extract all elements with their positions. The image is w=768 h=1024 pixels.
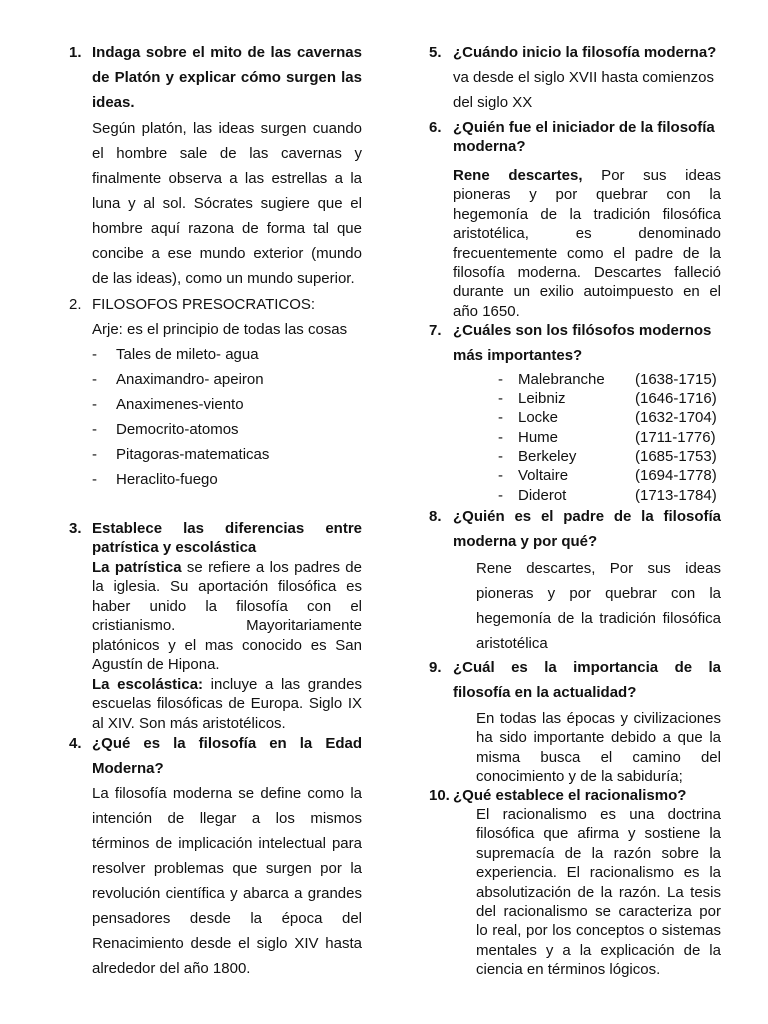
q6-number: 6. xyxy=(429,119,442,136)
q2-intro: Arje: es el principio de todas las cosas xyxy=(92,321,348,338)
patristica-term: La patrística xyxy=(92,559,182,576)
patristica-text: se refiere a los padres de la iglesia. Su aportación filosófica es haber unido la filosofía con el cristianismo. Mayoritariamente platónicos y el mas conocido es San Agustín de Hipona. xyxy=(92,559,362,674)
escolastica-term: La escolástica: xyxy=(92,676,204,693)
presocratic-item-text: Anaximenes-viento xyxy=(116,396,244,413)
q5-title: ¿Cuándo inicio la filosofía moderna? xyxy=(453,44,717,61)
dash-bullet: - xyxy=(498,487,503,504)
q1-answer: Según platón, las ideas surgen cuando el hombre sale de las cavernas y finalmente observa a las estrellas a la luna y al sol. Sócrates sugiere que el hombre aquí razona de forma tal que concibe a ese mundo exterior (mundo de las ideas), como un mundo superior. xyxy=(92,120,362,287)
dash-bullet: - xyxy=(92,471,97,488)
philosopher-name: Hume xyxy=(518,429,559,446)
philosopher-years: (1632-1704) xyxy=(635,409,717,426)
q7-number: 7. xyxy=(429,322,442,339)
dash-bullet: - xyxy=(92,446,97,463)
q5-number: 5. xyxy=(429,44,442,61)
q1-title: Indaga sobre el mito de las cavernas de Platón y explicar cómo surgen las ideas. xyxy=(92,44,362,111)
q9-number: 9. xyxy=(429,659,442,676)
q6-answer xyxy=(453,166,721,321)
philosopher-years: (1713-1784) xyxy=(635,487,717,504)
q6-answer-text: Por sus ideas pioneras y por quebrar con la hegemonía de la tradición filosófica aristotélica, es denominado frecuentemente como el padre de la filosofía moderna. Descartes falleció durante un exilio autoimpuesto en el año 1650. xyxy=(453,167,721,320)
q8-title: ¿Quién es el padre de la filosofía moderna y por qué? xyxy=(453,508,721,550)
q3-patristica xyxy=(92,558,362,674)
q4-answer: La filosofía moderna se define como la intención de llegar a los mismos términos de implicación intelectual para resolver problemas que surgen por la revolución científica y abarca a grandes pensadores desde la época del Renacimiento desde el siglo XIV hasta alrededor del año 1800. xyxy=(92,785,362,977)
q10-number: 10. xyxy=(429,787,450,804)
philosopher-years: (1694-1778) xyxy=(635,467,717,484)
dash-bullet: - xyxy=(498,448,503,465)
philosopher-name: Malebranche xyxy=(518,371,605,388)
q4-number: 4. xyxy=(69,735,82,752)
presocratic-item-text: Tales de mileto- agua xyxy=(116,346,259,363)
philosopher-name: Diderot xyxy=(518,487,567,504)
dash-bullet: - xyxy=(498,390,503,407)
dash-bullet: - xyxy=(92,421,97,438)
dash-bullet: - xyxy=(498,429,503,446)
q1-number: 1. xyxy=(69,44,82,61)
q9-title: ¿Cuál es la importancia de la filosofía en la actualidad? xyxy=(453,659,721,701)
presocratic-item-text: Anaximandro- apeiron xyxy=(116,371,264,388)
q10-title: ¿Qué establece el racionalismo? xyxy=(453,787,687,804)
philosopher-name: Locke xyxy=(518,409,559,426)
philosopher-years: (1711-1776) xyxy=(635,429,716,446)
dash-bullet: - xyxy=(498,409,503,426)
philosopher-years: (1646-1716) xyxy=(635,390,717,407)
escolastica-text: incluye a las grandes escuelas filosóficas de Europa. Siglo IX al XIV. Son más aristotélicos. xyxy=(92,676,362,732)
descartes-name: Rene descartes, xyxy=(453,167,583,184)
philosopher-name: Berkeley xyxy=(518,448,577,465)
q3-number: 3. xyxy=(69,520,82,537)
dash-bullet: - xyxy=(498,467,503,484)
q10-answer: El racionalismo es una doctrina filosófica que afirma y sostiene la supremacía de la razón sobre la experiencia. El racionalismo es la absolutización de la razón. La tesis del racionalismo se caracteriza por lo real, por los conceptos o sistemas mentales y a la explicación de la ciencia en términos lógicos. xyxy=(476,806,721,979)
q2-title: FILOSOFOS PRESOCRATICOS: xyxy=(92,296,316,313)
q3-title: Establece las diferencias entre patrística y escolástica xyxy=(92,520,362,557)
q5-answer: va desde el siglo XVII hasta comienzos del siglo XX xyxy=(453,69,714,111)
q4-title: ¿Qué es la filosofía en la Edad Moderna? xyxy=(92,735,362,777)
philosopher-years: (1638-1715) xyxy=(635,371,717,388)
dash-bullet: - xyxy=(92,371,97,388)
dash-bullet: - xyxy=(92,346,97,363)
q8-number: 8. xyxy=(429,508,442,525)
q2-number: 2. xyxy=(69,296,82,313)
philosopher-years: (1685-1753) xyxy=(635,448,717,465)
q7-title: ¿Cuáles son los filósofos modernos más importantes? xyxy=(453,322,712,364)
dash-bullet: - xyxy=(498,371,503,388)
presocratic-item-text: Pitagoras-matematicas xyxy=(116,446,270,463)
dash-bullet: - xyxy=(92,396,97,413)
q3-escolastica xyxy=(92,675,362,733)
presocratic-item-text: Heraclito-fuego xyxy=(116,471,218,488)
q6-title: ¿Quién fue el iniciador de la filosofía moderna? xyxy=(453,119,715,156)
q8-answer: Rene descartes, Por sus ideas pioneras y por quebrar con la hegemonía de la tradición filosófica aristotélica xyxy=(476,560,721,652)
q9-answer: En todas las épocas y civilizaciones ha sido importante debido a que la misma busca el camino del conocimiento y de la sabiduría; xyxy=(476,710,721,786)
philosopher-name: Leibniz xyxy=(518,390,566,407)
philosopher-name: Voltaire xyxy=(518,467,569,484)
presocratic-item-text: Democrito-atomos xyxy=(116,421,239,438)
